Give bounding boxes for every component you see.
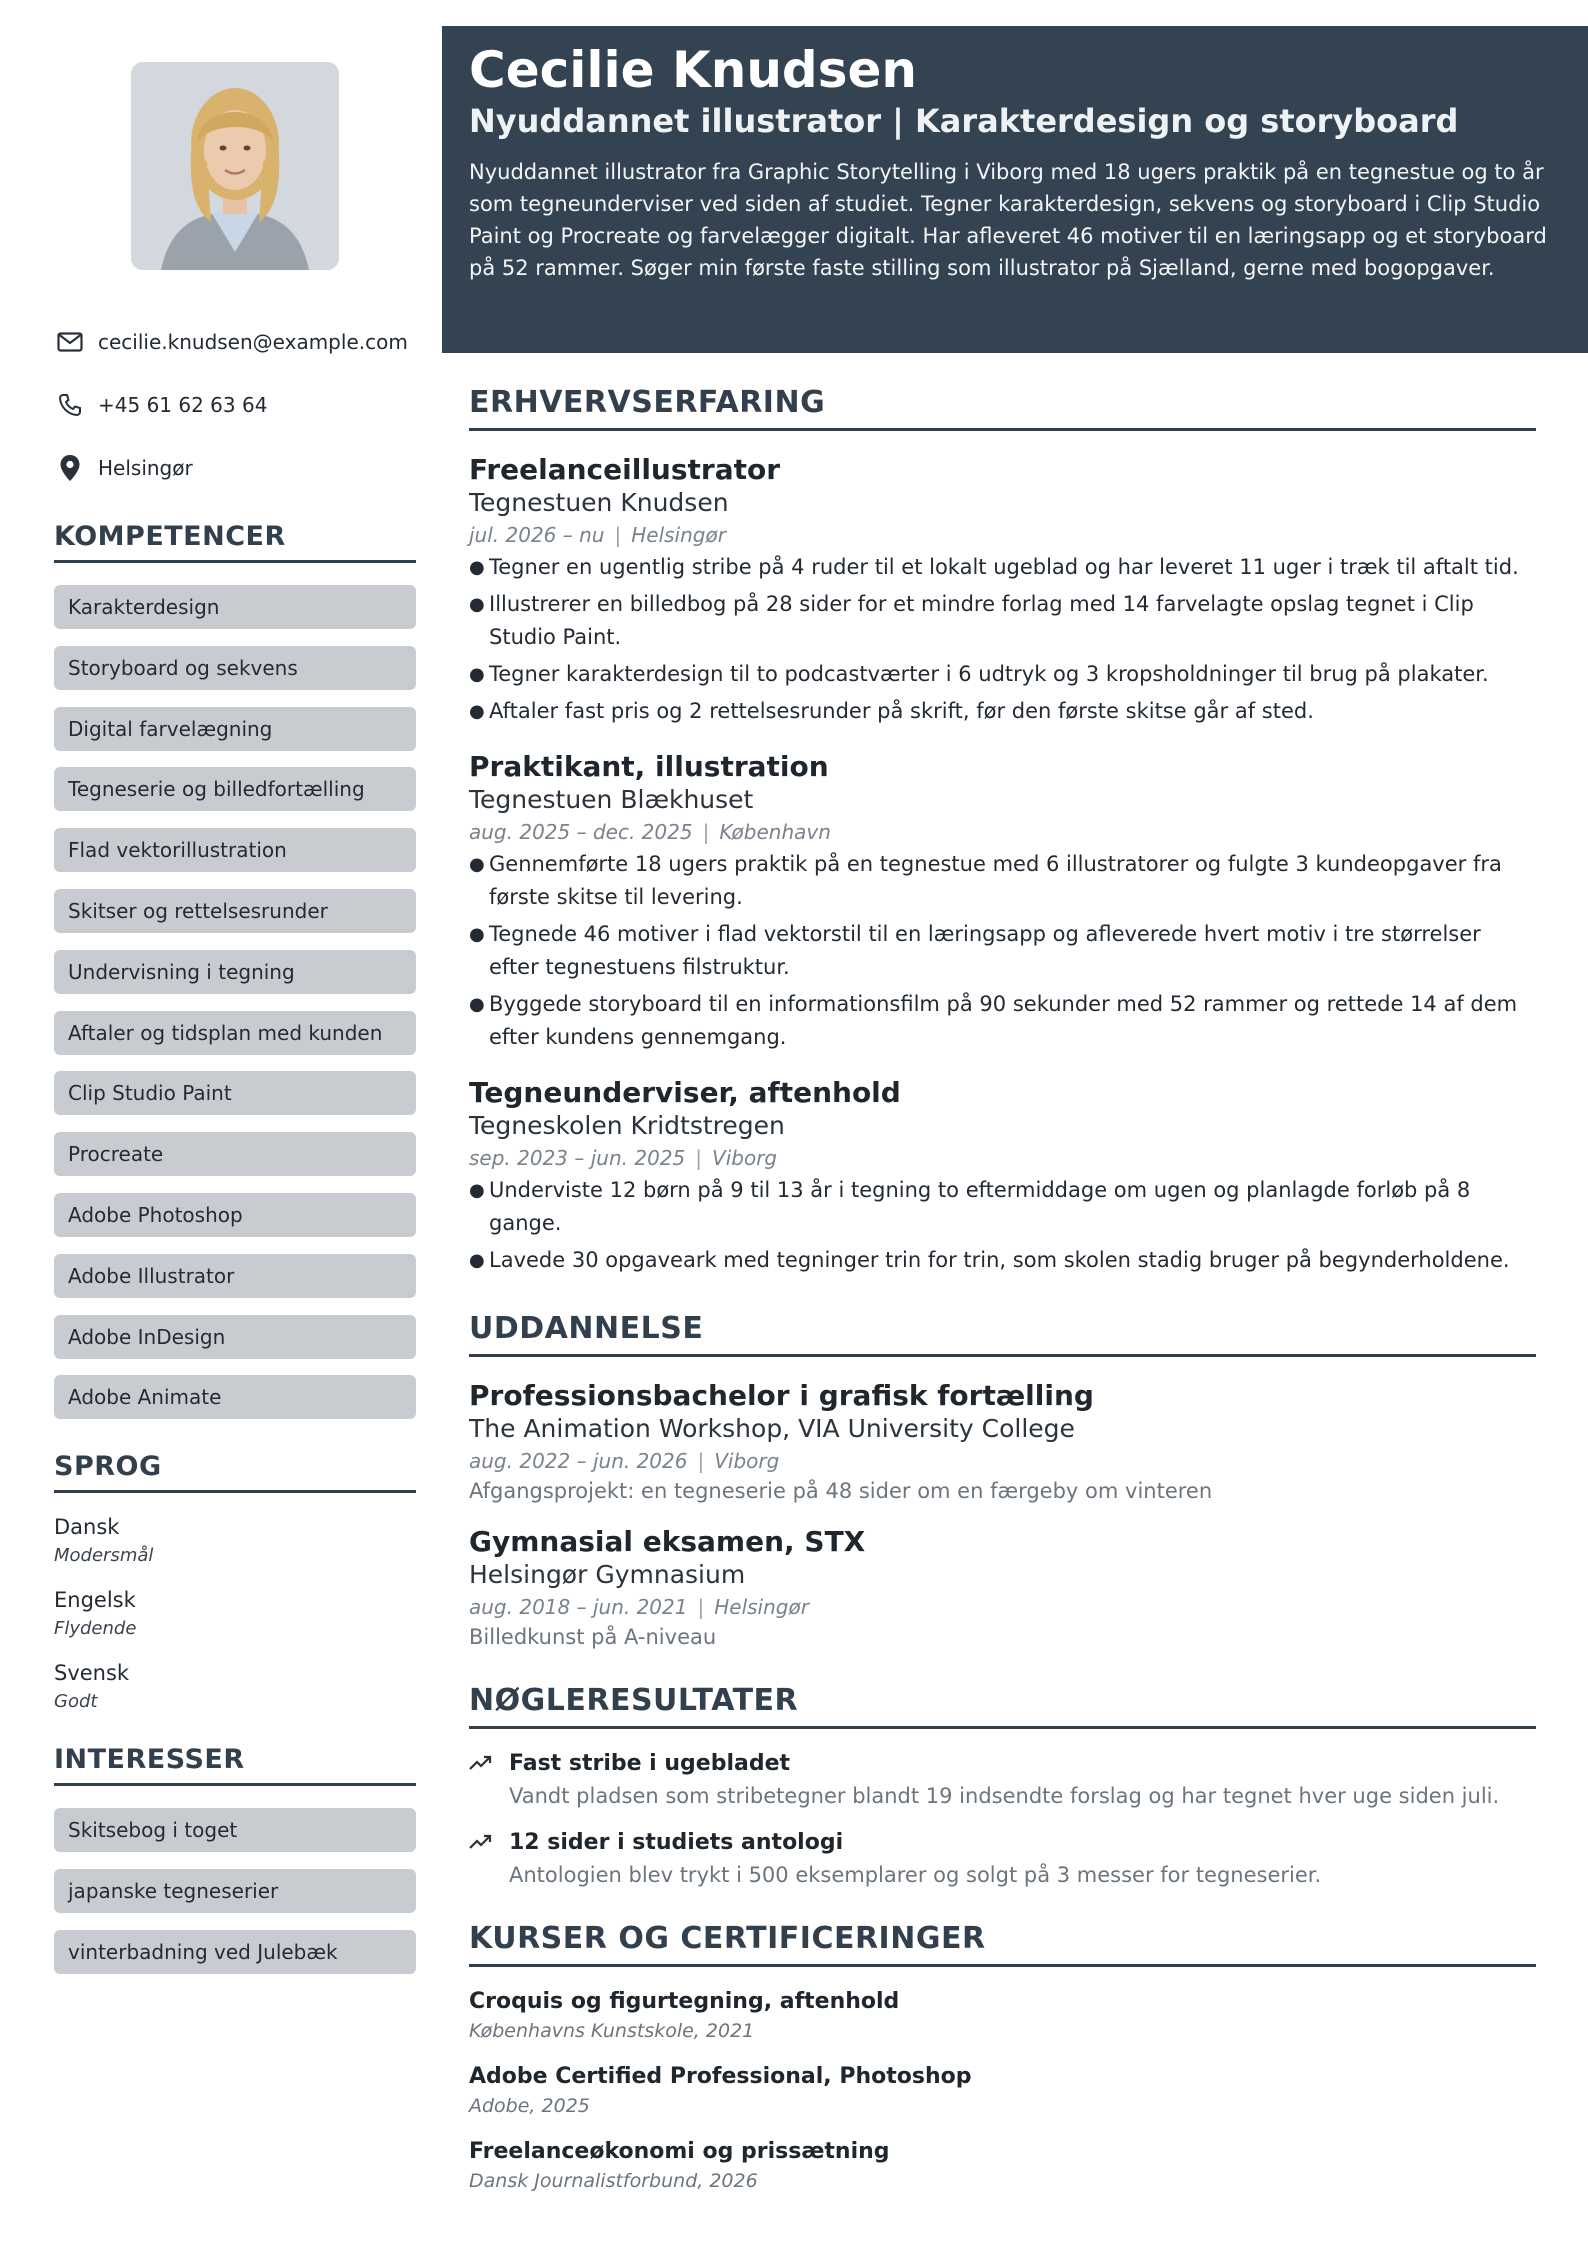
experience-section	[469, 385, 1536, 1277]
meta-separator: |	[697, 1595, 705, 1619]
education-school: The Animation Workshop, VIA University College	[469, 1414, 1075, 1443]
trending-up-icon	[469, 1830, 509, 1887]
course-item	[469, 1989, 1536, 2042]
education-period: aug. 2018 – jun. 2021	[469, 1595, 688, 1619]
interests-list	[54, 1808, 416, 1974]
bullet-dot-icon: ●	[469, 924, 485, 945]
course-item	[469, 2064, 1536, 2117]
bullet-text: Illustrerer en billedbog på 28 sider for et mindre forlag med 14 farvelagte opslag tegnet i Clip Studio Paint.	[489, 592, 1474, 649]
job-bullets	[469, 551, 1536, 728]
job-company: Tegnestuen Blækhuset	[469, 785, 754, 814]
header-banner	[442, 26, 1588, 353]
courses-section	[469, 1921, 1536, 2192]
education-note: Billedkunst på A-niveau	[469, 1625, 717, 1649]
education-place: Helsingør	[714, 1595, 809, 1619]
bullet-item	[469, 695, 1536, 728]
education-list	[469, 1379, 1536, 1649]
meta-separator: |	[695, 1146, 703, 1170]
course-title: Croquis og figurtegning, aftenhold	[469, 1989, 900, 2014]
job-company: Tegneskolen Kridtstregen	[469, 1111, 785, 1140]
job-entry	[469, 453, 1536, 728]
trending-up-icon	[469, 1751, 509, 1808]
language-name: Dansk	[54, 1515, 120, 1540]
skills-list	[54, 585, 416, 1419]
result-item	[469, 1830, 1536, 1887]
bullet-dot-icon: ●	[469, 994, 485, 1015]
contact-phone-text: +45 61 62 63 64	[98, 392, 268, 417]
languages-section	[54, 1451, 416, 1712]
result-item	[469, 1751, 1536, 1808]
location-pin-icon	[54, 452, 86, 484]
bullet-dot-icon: ●	[469, 1180, 485, 1201]
skill-chip: Adobe InDesign	[54, 1315, 416, 1359]
bullet-item	[469, 1244, 1536, 1277]
bullet-text: Gennemførte 18 ugers praktik på en tegnestue med 6 illustratorer og fulgte 3 kundeopgaver fra første skitse til levering.	[489, 852, 1502, 909]
result-description: Vandt pladsen som stribetegner blandt 19 indsendte forslag og har tegnet hver uge siden juli.	[509, 1784, 1500, 1808]
job-meta	[469, 523, 1536, 547]
education-title: Gymnasial eksamen, STX	[469, 1525, 866, 1558]
bullet-item	[469, 988, 1536, 1054]
interest-chip: vinterbadning ved Julebæk	[54, 1930, 416, 1974]
course-meta: Københavns Kunstskole, 2021	[469, 2020, 755, 2042]
job-period: aug. 2025 – dec. 2025	[469, 820, 693, 844]
bullet-dot-icon: ●	[469, 1250, 485, 1271]
education-period: aug. 2022 – jun. 2026	[469, 1449, 688, 1473]
result-description: Antologien blev trykt i 500 eksemplarer og solgt på 3 messer for tegneserier.	[509, 1863, 1322, 1887]
profile-photo	[131, 62, 339, 270]
bullet-item	[469, 1174, 1536, 1240]
sidebar	[54, 62, 416, 1991]
skill-chip: Flad vektorillustration	[54, 828, 416, 872]
education-meta	[469, 1595, 1536, 1619]
course-meta: Dansk Journalistforbund, 2026	[469, 2170, 758, 2192]
job-period: jul. 2026 – nu	[469, 523, 605, 547]
bullet-dot-icon: ●	[469, 854, 485, 875]
bullet-dot-icon: ●	[469, 594, 485, 615]
skill-chip: Skitser og rettelsesrunder	[54, 889, 416, 933]
bullet-text: Tegnede 46 motiver i flad vektorstil til en læringsapp og afleverede hvert motiv i tre størrelser efter tegnestuens filstruktur.	[489, 922, 1481, 979]
job-period: sep. 2023 – jun. 2025	[469, 1146, 686, 1170]
education-heading: UDDANNELSE	[469, 1311, 1536, 1357]
education-title: Professionsbachelor i grafisk fortælling	[469, 1379, 1094, 1412]
job-entry	[469, 1076, 1536, 1277]
education-section	[469, 1311, 1536, 1649]
language-level: Modersmål	[54, 1545, 154, 1567]
bullet-text: Tegner en ugentlig stribe på 4 ruder til et lokalt ugeblad og har leveret 11 uger i træk til aftalt tid.	[489, 555, 1519, 579]
skill-chip: Aftaler og tidsplan med kunden	[54, 1011, 416, 1055]
bullet-item	[469, 918, 1536, 984]
job-title: Tegneunderviser, aftenhold	[469, 1076, 901, 1109]
experience-list	[469, 453, 1536, 1277]
main-column	[469, 385, 1536, 2192]
bullet-text: Aftaler fast pris og 2 rettelsesrunder på skrift, før den første skitse går af sted.	[489, 699, 1314, 723]
candidate-role: Nyuddannet illustrator | Karakterdesign og storyboard	[469, 102, 1459, 140]
interest-chip: Skitsebog i toget	[54, 1808, 416, 1852]
education-entry	[469, 1525, 1536, 1649]
job-meta	[469, 1146, 1536, 1170]
course-item	[469, 2139, 1536, 2192]
experience-heading: ERHVERVSERFARING	[469, 385, 1536, 431]
contact-phone[interactable]	[54, 373, 416, 436]
contact-location	[54, 436, 416, 499]
results-heading: NØGLERESULTATER	[469, 1683, 1536, 1729]
result-body	[509, 1751, 1499, 1808]
language-name: Engelsk	[54, 1588, 136, 1613]
meta-separator: |	[697, 1449, 705, 1473]
skill-chip: Undervisning i tegning	[54, 950, 416, 994]
results-section	[469, 1683, 1536, 1887]
interests-section	[54, 1744, 416, 1974]
results-list	[469, 1751, 1536, 1887]
language-item	[54, 1661, 416, 1712]
language-name: Svensk	[54, 1661, 130, 1686]
bullet-dot-icon: ●	[469, 701, 485, 722]
skill-chip: Adobe Animate	[54, 1375, 416, 1419]
result-title: Fast stribe i ugebladet	[509, 1751, 791, 1776]
skill-chip: Storyboard og sekvens	[54, 646, 416, 690]
contact-list	[54, 310, 416, 499]
job-bullets	[469, 848, 1536, 1054]
education-meta	[469, 1449, 1536, 1473]
education-school: Helsingør Gymnasium	[469, 1560, 746, 1589]
meta-separator: |	[702, 820, 710, 844]
education-place: Viborg	[714, 1449, 780, 1473]
language-item	[54, 1515, 416, 1566]
interests-heading: INTERESSER	[54, 1744, 416, 1786]
job-meta	[469, 820, 1536, 844]
courses-heading: KURSER OG CERTIFICERINGER	[469, 1921, 1536, 1967]
mail-icon	[54, 326, 86, 358]
education-note: Afgangsprojekt: en tegneserie på 48 sider om en færgeby om vinteren	[469, 1479, 1213, 1503]
languages-list	[54, 1515, 416, 1712]
course-title: Adobe Certified Professional, Photoshop	[469, 2064, 972, 2089]
contact-email[interactable]	[54, 310, 416, 373]
language-level: Flydende	[54, 1618, 137, 1640]
job-title: Freelanceillustrator	[469, 453, 781, 486]
skills-section	[54, 521, 416, 1419]
skill-chip: Adobe Illustrator	[54, 1254, 416, 1298]
bullet-text: Lavede 30 opgaveark med tegninger trin for trin, som skolen stadig bruger på begynderholdene.	[489, 1248, 1510, 1272]
course-title: Freelanceøkonomi og prissætning	[469, 2139, 890, 2164]
job-place: Helsingør	[631, 523, 726, 547]
course-meta: Adobe, 2025	[469, 2095, 590, 2117]
bullet-item	[469, 658, 1536, 691]
profile-photo-illustration	[131, 62, 339, 270]
bullet-dot-icon: ●	[469, 557, 485, 578]
education-entry	[469, 1379, 1536, 1503]
bullet-item	[469, 551, 1536, 584]
bullet-item	[469, 848, 1536, 914]
bullet-text: Byggede storyboard til en informationsfilm på 90 sekunder med 52 rammer og rettede 14 af dem efter kundens gennemgang.	[489, 992, 1518, 1049]
contact-location-text: Helsingør	[98, 455, 193, 480]
candidate-name: Cecilie Knudsen	[469, 41, 917, 99]
phone-icon	[54, 389, 86, 421]
contact-email-text: cecilie.knudsen@example.com	[98, 329, 408, 354]
skill-chip: Digital farvelægning	[54, 707, 416, 751]
job-bullets	[469, 1174, 1536, 1277]
job-entry	[469, 750, 1536, 1054]
bullet-dot-icon: ●	[469, 664, 485, 685]
language-item	[54, 1588, 416, 1639]
skill-chip: Tegneserie og billedfortælling	[54, 767, 416, 811]
language-level: Godt	[54, 1691, 98, 1713]
bullet-text: Tegner karakterdesign til to podcastværter i 6 udtryk og 3 kropsholdninger til brug på plakater.	[489, 662, 1489, 686]
skill-chip: Karakterdesign	[54, 585, 416, 629]
meta-separator: |	[614, 523, 622, 547]
skill-chip: Clip Studio Paint	[54, 1071, 416, 1115]
result-title: 12 sider i studiets antologi	[509, 1830, 844, 1855]
job-place: Viborg	[712, 1146, 778, 1170]
skill-chip: Adobe Photoshop	[54, 1193, 416, 1237]
interest-chip: japanske tegneserier	[54, 1869, 416, 1913]
job-place: København	[719, 820, 831, 844]
profile-summary: Nyuddannet illustrator fra Graphic Storytelling i Viborg med 18 ugers praktik på en tegnestue og to år som tegneunderviser ved siden af studiet. Tegner karakterdesign, sekvens og storyboard i Clip Studio Paint og Procreate og farvelægger digitalt. Har afleveret 46 motiver til en læringsapp og et storyboard på 52 rammer. Søger min første faste stilling som illustrator på Sjælland, gerne med bogopgaver.	[469, 160, 1547, 280]
courses-list	[469, 1989, 1536, 2192]
result-body	[509, 1830, 1321, 1887]
bullet-item	[469, 588, 1536, 654]
skills-heading: KOMPETENCER	[54, 521, 416, 563]
skill-chip: Procreate	[54, 1132, 416, 1176]
bullet-text: Underviste 12 børn på 9 til 13 år i tegning to eftermiddage om ugen og planlagde forløb på 8 gange.	[489, 1178, 1471, 1235]
languages-heading: SPROG	[54, 1451, 416, 1493]
job-title: Praktikant, illustration	[469, 750, 829, 783]
job-company: Tegnestuen Knudsen	[469, 488, 729, 517]
